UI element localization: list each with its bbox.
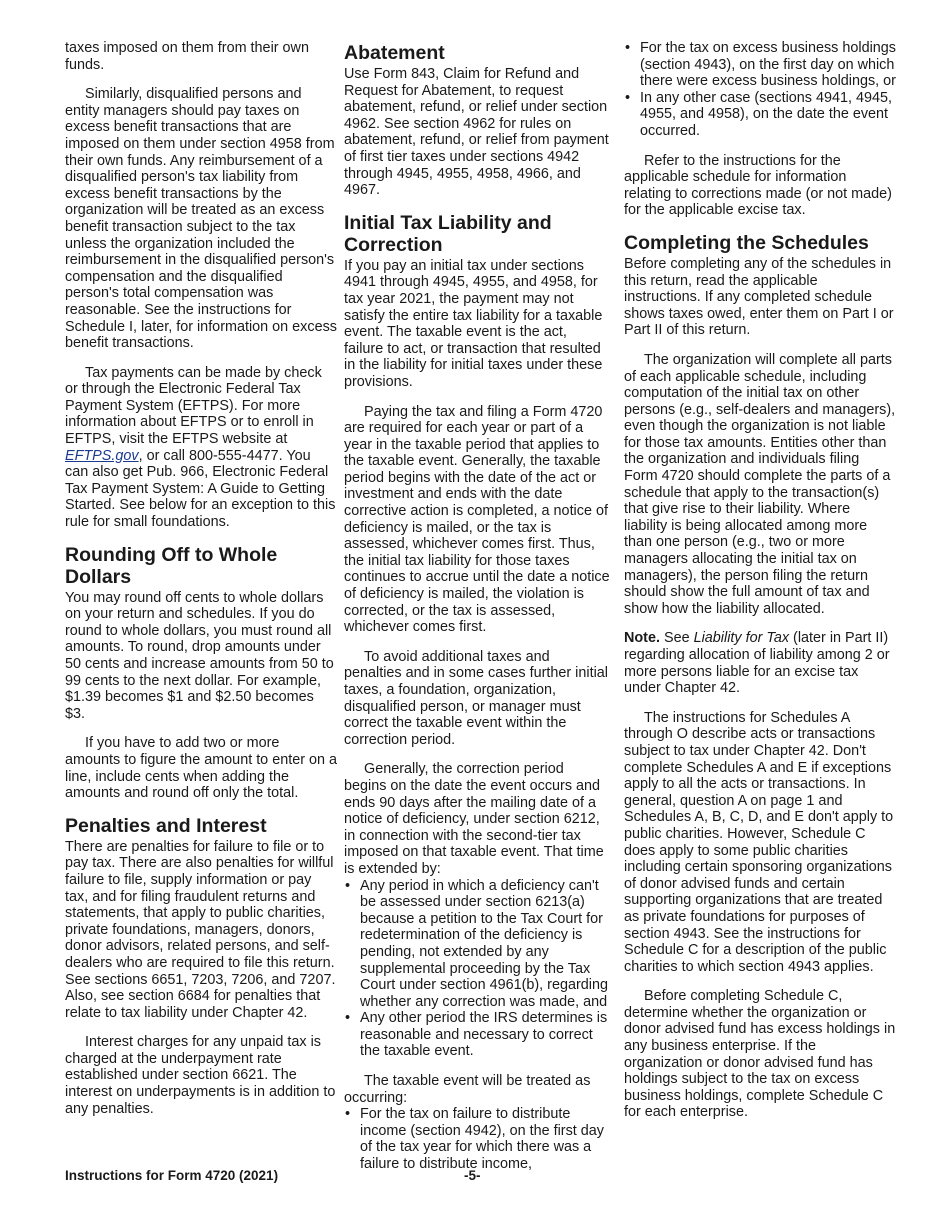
paragraph-before-completing: Before completing any of the schedules in this return, read the applicable instructions. If any completed schedule shows taxes owed, enter them on Part I or Part II of this return. <box>624 255 894 339</box>
paragraph-refer-instructions: Refer to the instructions for the applicable schedule for information relating to corrections made (or not made) for the applicable excise tax. <box>624 152 892 219</box>
note-emphasis: Liability for Tax <box>693 630 790 647</box>
paragraph-rounding: You may round off cents to whole dollars on your return and schedules. If you do round to whole dollars, you must round all amounts. To round, drop amounts under 50 cents and increase amounts from 50 to 99 cents to the next dollar. For example, $1.39 becomes $1 and $2.50 becomes $3. <box>65 589 334 722</box>
paragraph-interest: Interest charges for any unpaid tax is charged at the underpayment rate established under section 6621. The interest on underpayments is in addition to any penalties. <box>65 1034 336 1117</box>
note-text-a: See <box>659 630 694 647</box>
column-left <box>65 40 337 1130</box>
paragraph-schedule-c: Before completing Schedule C, determine whether the organization or donor advised fund has excess holdings in any business enterprise. If the organization or donor advised fund has holdings subject to the tax on excess business holdings, complete Schedule C for each enterprise. <box>624 988 896 1121</box>
paragraph-tax-payments <box>65 365 337 531</box>
tax-payments-text-b: , or call 800-555-4477. You can also get Pub. 966, Electronic Federal Tax Payment System: A Guide to Getting Started. See below for an exception to this rule for small foundations. <box>65 447 336 531</box>
footer-page-number: -5- <box>464 1168 481 1183</box>
bullet-failure-distribute: • For the tax on failure to distribute income (section 4942), on the first day of the tax year for which there was a failure to distribute income, <box>344 1106 610 1172</box>
paragraph-abatement: Use Form 843, Claim for Refund and Request for Abatement, to request abatement, refund, or relief under section 4962. See section 4962 for rules on abatement, refund, or relief from payment of first tier taxes under sections 4942 through 4945, 4955, 4958, 4966, and 4967. <box>344 66 609 199</box>
bullet-excess-holdings: • For the tax on excess business holdings (section 4943), on the first day on which there were excess business holdings, or <box>624 40 896 90</box>
heading-initial-tax: Initial Tax Liability and Correction <box>344 211 552 256</box>
paragraph-initial-tax: If you pay an initial tax under sections 4941 through 4945, 4955, and 4958, for tax year 2021, the payment may not satisfy the entire tax liability for a taxable event. The taxable event is the act, failure to act, or transaction that resulted in the liability for initial taxes under these provisions. <box>344 257 603 390</box>
paragraph-correction-period: Generally, the correction period begins on the date the event occurs and ends 90 days after the mailing date of a notice of deficiency, under section 6212, in connection with the second-tier tax imposed on that taxable event. That time is extended by: <box>344 761 604 877</box>
paragraph-paying-tax: Paying the tax and filing a Form 4720 are required for each year or part of a year in the taxable period that applies to the taxable event. Generally, the taxable period begins with the date of the act or investment and ends with the date corrective action is completed, a notice of deficiency is mailed, or the tax is assessed, whichever comes first. Thus, the initial tax liability for those taxes continues to accrue until the date a notice of deficiency is mailed, the violation is corrected, or the tax is assessed, whichever comes first. <box>344 403 610 636</box>
paragraph-schedules-a-o: The instructions for Schedules A through O describe acts or transactions subject to tax under Chapter 42. Don't complete Schedules A and E if exceptions apply to all the acts or transactions. In general, question A on page 1 and Schedules A, B, C, D, and E don't apply to public charities. However, Schedule C does apply to some public charities including certain sponsoring organizations of donor advised funds and certain supporting organizations that are treated as private foundations for purposes of section 4943. See the instructions for Schedule C for a description of the public charities to which section 4943 applies. <box>624 709 894 975</box>
bullet-deficiency-period: • Any period in which a deficiency can't be assessed under section 6213(a) because a petition to the Tax Court for redetermination of the deficiency is pending, not extended by any supplemental proceeding by the Tax Court under section 4961(b), regarding whether any correction was made, and <box>344 878 610 1011</box>
heading-abatement: Abatement <box>344 42 445 64</box>
column-middle <box>344 40 610 1173</box>
bullet-other-case: • In any other case (sections 4941, 4945, 4955, and 4958), on the date the event occurred. <box>624 90 896 140</box>
heading-penalties: Penalties and Interest <box>65 814 267 837</box>
column-right <box>624 40 896 1134</box>
heading-rounding: Rounding Off to Whole Dollars <box>65 543 278 588</box>
paragraph-taxable-event: The taxable event will be treated as occurring: <box>344 1073 591 1106</box>
paragraph-disqualified-persons: Similarly, disqualified persons and entity managers should pay taxes on excess benefit transactions that are imposed on them under section 4958 from their own funds. Any reimbursement of a disqualified person's tax liability from excess benefit transactions by the organization will be treated as an excess benefit transaction subject to the tax unless the organization included the reimbursement in the disqualified person's compensation and the disqualified person's total compensation was reasonable. See the instructions for Schedule I, later, for information on excess benefit transactions. <box>65 86 337 352</box>
heading-completing-schedules: Completing the Schedules <box>624 231 869 254</box>
paragraph-funds: taxes imposed on them from their own funds. <box>65 40 309 73</box>
paragraph-organization-complete: The organization will complete all parts of each applicable schedule, including computation of the initial tax on other persons (e.g., self-dealers and managers), even though the organization is not liable for those tax amounts. Entities other than the organization and individuals filing Form 4720 should complete the parts of a schedule that apply to the transaction(s) that give rise to their liability. Where liability is being allocated among more than one person (e.g., two or more managers allocating the initial tax on managers), the person filing the return should show the full amount of tax and show how the liability allocated. <box>624 351 896 617</box>
tax-payments-text-a: Tax payments can be made by check or through the Electronic Federal Tax Payment System (EFTPS). For more information about EFTPS or to enroll in EFTPS, visit the EFTPS website at <box>65 364 322 448</box>
eftps-link[interactable]: EFTPS.gov <box>65 447 139 464</box>
paragraph-note <box>624 630 896 696</box>
bullet-other-period: • Any other period the IRS determines is reasonable and necessary to correct the taxable event. <box>344 1010 610 1060</box>
note-text-b: (later in Part II) regarding allocation of liability among 2 or more persons liable for an excise tax under Chapter 42. <box>624 630 890 697</box>
footer-form-title: Instructions for Form 4720 (2021) <box>65 1168 279 1183</box>
note-label: Note. <box>624 630 660 647</box>
paragraph-adding-amounts: If you have to add two or more amounts to figure the amount to enter on a line, include cents when adding the amounts and round off only the total. <box>65 735 337 802</box>
paragraph-penalties: There are penalties for failure to file or to pay tax. There are also penalties for willful failure to file, supply information or pay tax, and for filing fraudulent returns and statements, that apply to public charities, private foundations, managers, donors, donor advisors, related persons, and self-dealers who are required to file this return. See sections 6651, 7203, 7206, and 7207. Also, see section 6684 for penalties that relate to tax liability under Chapter 42. <box>65 838 336 1021</box>
paragraph-avoid-taxes: To avoid additional taxes and penalties and in some cases further initial taxes, a foundation, organization, disqualified person, or manager must correct the taxable event within the correction period. <box>344 648 608 748</box>
